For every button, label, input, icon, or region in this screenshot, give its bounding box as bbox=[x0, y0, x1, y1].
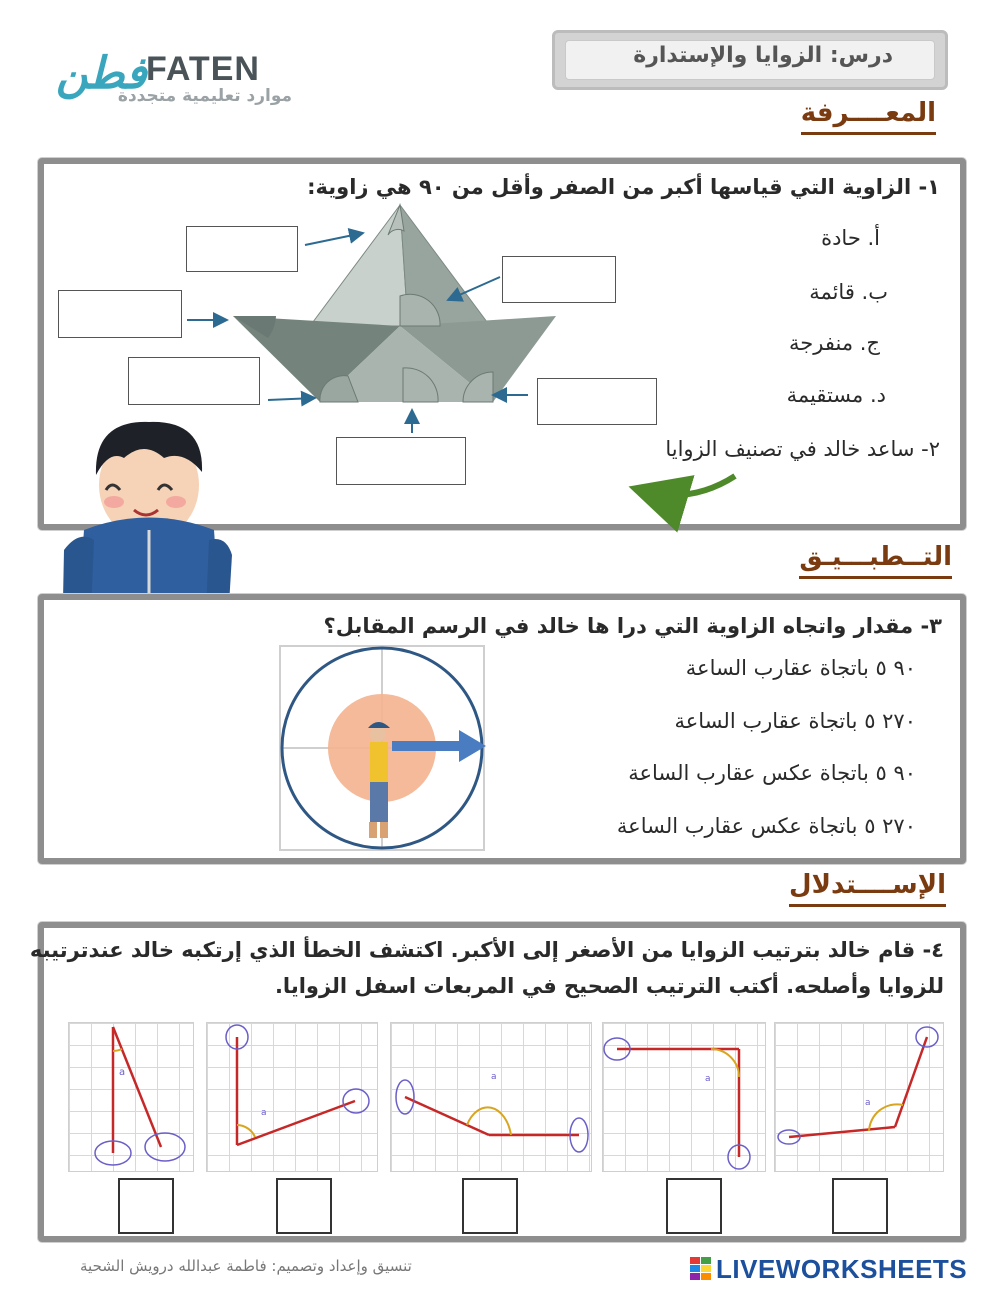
angle-label-3: a bbox=[491, 1072, 497, 1082]
order-answer-box-1[interactable] bbox=[118, 1178, 174, 1234]
section-title-reasoning: الإســــتدلال bbox=[789, 870, 946, 907]
lesson-title: درس: الزوايا والإستدارة bbox=[633, 43, 893, 68]
angle-grid-1 bbox=[68, 1022, 194, 1172]
liveworksheets-logo-icon bbox=[690, 1257, 712, 1281]
q3-text: ٣- مقدار واتجاه الزاوية التي درا ها خالد في الرسم المقابل؟ bbox=[323, 614, 942, 638]
q1-option-d[interactable]: د. مستقيمة bbox=[786, 383, 886, 407]
logo-english: FATEN bbox=[146, 50, 260, 88]
rotation-diagram bbox=[274, 642, 490, 854]
angle-drawing-2 bbox=[207, 1023, 379, 1173]
angle-drawing-1 bbox=[69, 1023, 195, 1173]
q3-option-2[interactable]: ٢٧٠ ٥ باتجاة عقارب الساعة bbox=[674, 709, 916, 733]
angle-drawing-5 bbox=[775, 1023, 945, 1173]
angle-grid-5 bbox=[774, 1022, 944, 1172]
q3-option-1[interactable]: ٩٠ ٥ باتجاة عقارب الساعة bbox=[685, 656, 916, 680]
angle-drawing-4 bbox=[603, 1023, 767, 1173]
angle-grid-2 bbox=[206, 1022, 378, 1172]
q1-option-a[interactable]: أ. حادة bbox=[821, 226, 880, 250]
order-answer-box-4[interactable] bbox=[666, 1178, 722, 1234]
q1-text: ١- الزاوية التي قياسها أكبر من الصفر وأقل من ٩٠ هي زاوية: bbox=[307, 175, 940, 199]
q2-text: ٢- ساعد خالد في تصنيف الزوايا bbox=[665, 437, 940, 461]
angle-label-1: a bbox=[119, 1067, 126, 1078]
order-answer-box-3[interactable] bbox=[462, 1178, 518, 1234]
q4-text-line2: للزوايا وأصلحه. أكتب الترتيب الصحيح في المربعات اسفل الزوايا. bbox=[274, 974, 944, 998]
angle-label-2: a bbox=[261, 1108, 267, 1118]
logo-arabic: فطن bbox=[56, 48, 147, 99]
q1-option-c[interactable]: ج. منفرجة bbox=[789, 331, 880, 355]
footer-credit: تنسيق وإعداد وتصميم: فاطمة عبدالله درويش الشحية bbox=[80, 1257, 412, 1275]
angle-label-5: a bbox=[865, 1098, 871, 1108]
q3-option-4[interactable]: ٢٧٠ ٥ باتجاة عكس عقارب الساعة bbox=[616, 814, 916, 838]
section-title-application: التــطبـــيـق bbox=[799, 542, 952, 579]
liveworksheets-brand[interactable]: LIVEWORKSHEETS bbox=[716, 1254, 968, 1284]
logo-tagline: موارد تعليمية متجددة bbox=[117, 86, 293, 106]
section-title-knowledge: المعــــرفة bbox=[801, 98, 936, 135]
angle-drawing-3 bbox=[391, 1023, 593, 1173]
q4-text-line1: ٤- قام خالد بترتيب الزوايا من الأصغر إلى الأكبر. اكتشف الخطأ الذي إرتكبه خالد عندترتيبه bbox=[29, 938, 944, 962]
q1-option-b[interactable]: ب. قائمة bbox=[809, 280, 888, 304]
q3-option-3[interactable]: ٩٠ ٥ باتجاة عكس عقارب الساعة bbox=[628, 761, 916, 785]
order-answer-box-5[interactable] bbox=[832, 1178, 888, 1234]
angle-grid-3 bbox=[390, 1022, 592, 1172]
angle-label-4: a bbox=[705, 1074, 711, 1084]
angle-grid-4 bbox=[602, 1022, 766, 1172]
order-answer-box-2[interactable] bbox=[276, 1178, 332, 1234]
